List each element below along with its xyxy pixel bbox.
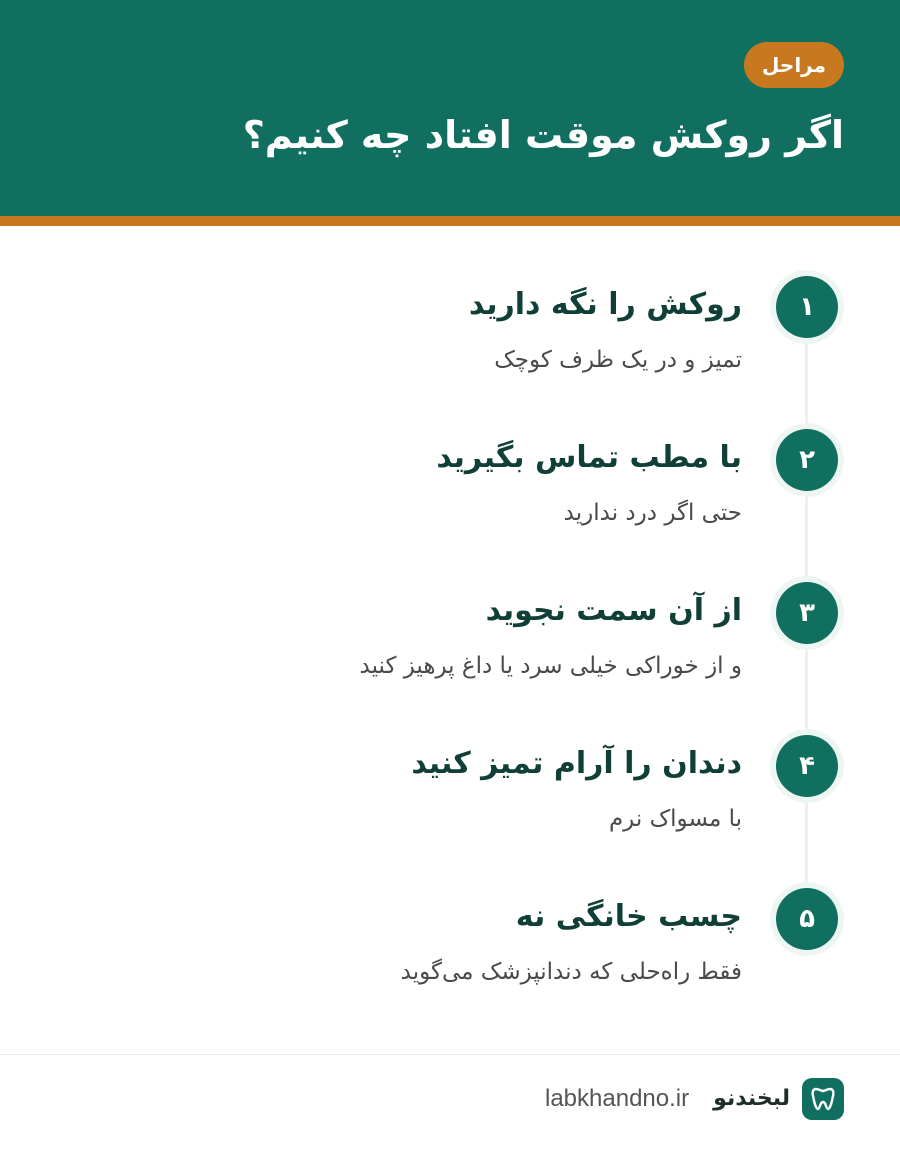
step-title: با مطب تماس بگیرید [436, 440, 742, 475]
step-number: ۵ [776, 888, 838, 950]
step-title: از آن سمت نجوید [485, 593, 742, 628]
header-accent-stripe [0, 216, 900, 226]
step-number: ۴ [776, 735, 838, 797]
step-description: حتی اگر درد ندارید [563, 500, 742, 526]
brand-name: لبخندنو [713, 1086, 790, 1111]
step-description: تمیز و در یک ظرف کوچک [494, 347, 742, 373]
tooth-icon [811, 1086, 835, 1112]
step-title: دندان را آرام تمیز کنید [411, 746, 742, 781]
step-item [0, 276, 900, 406]
section-badge: مراحل [744, 42, 844, 88]
step-title: چسب خانگی نه [515, 899, 742, 934]
step-item [0, 582, 900, 712]
footer-divider [0, 1054, 900, 1055]
step-description: و از خوراکی خیلی سرد یا داغ پرهیز کنید [359, 653, 742, 679]
step-title: روکش را نگه دارید [468, 287, 742, 322]
brand-logo [802, 1078, 844, 1120]
page-title: اگر روکش موقت افتاد چه کنیم؟ [242, 113, 844, 157]
step-number: ۳ [776, 582, 838, 644]
website-link[interactable]: labkhandno.ir [545, 1085, 690, 1112]
step-number: ۱ [776, 276, 838, 338]
step-item [0, 888, 900, 1018]
step-item [0, 429, 900, 559]
step-description: فقط راه‌حلی که دندانپزشک می‌گوید [400, 959, 742, 985]
step-description: با مسواک نرم [608, 806, 742, 832]
step-item [0, 735, 900, 865]
step-number: ۲ [776, 429, 838, 491]
